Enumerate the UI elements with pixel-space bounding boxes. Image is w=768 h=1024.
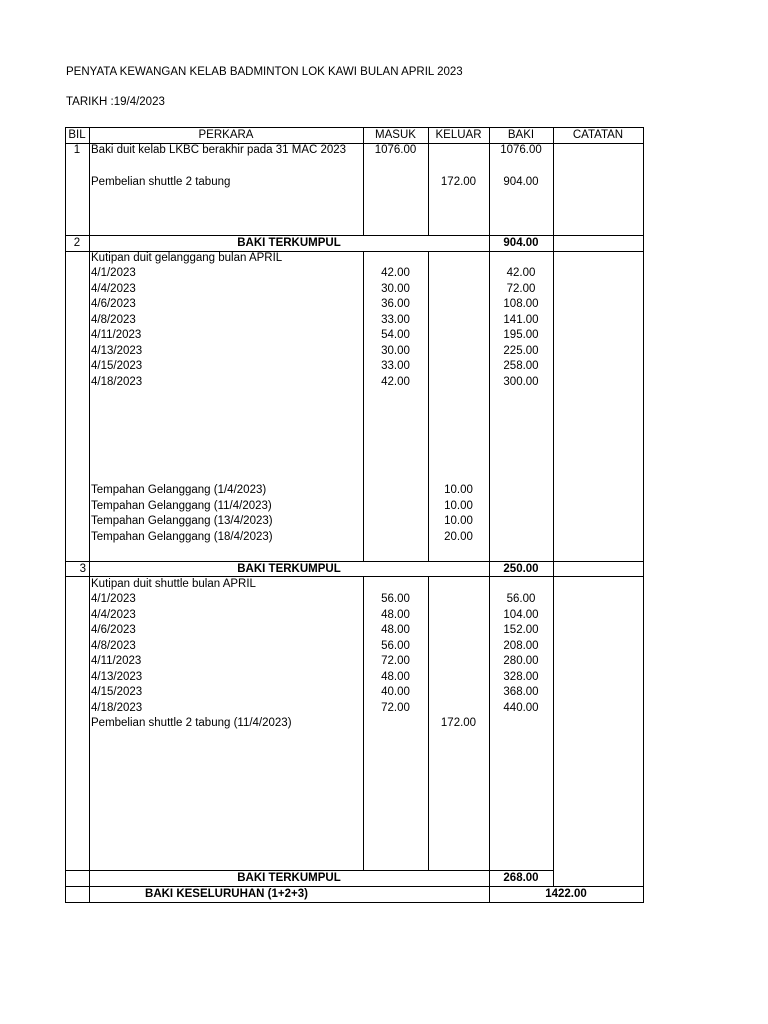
masuk-value: 72.00 [381, 655, 410, 667]
entry-date: 4/15/2023 [91, 686, 143, 698]
subtotal-label: BAKI TERKUMPUL [237, 872, 341, 884]
keluar-value: 172.00 [440, 176, 477, 188]
keluar-value: 10.00 [444, 515, 473, 527]
keluar-value: 10.00 [444, 484, 473, 496]
masuk-value: 1076.00 [374, 144, 417, 156]
section-title: Kutipan duit shuttle bulan APRIL [91, 578, 256, 590]
row-number: 1 [73, 144, 81, 156]
header-masuk: MASUK [375, 129, 416, 141]
masuk-value: 33.00 [381, 360, 410, 372]
entry-date: 4/4/2023 [91, 282, 136, 295]
keluar-value: 10.00 [444, 499, 473, 512]
baki-value: 208.00 [503, 639, 539, 652]
expense-description: Tempahan Gelanggang (18/4/2023) [91, 530, 273, 543]
keluar-value: 172.00 [440, 717, 477, 729]
baki-value: 141.00 [503, 313, 539, 326]
entry-date: 4/11/2023 [91, 655, 142, 667]
masuk-value: 42.00 [381, 267, 410, 279]
table-rule [65, 902, 644, 903]
baki-value: 195.00 [503, 329, 539, 341]
baki-value: 56.00 [506, 593, 536, 605]
masuk-value: 48.00 [381, 608, 410, 621]
table-rule [553, 127, 554, 887]
grand-total-value: 1422.00 [545, 888, 587, 900]
expense-description: Tempahan Gelanggang (11/4/2023) [91, 499, 272, 512]
entry-date: 4/11/2023 [91, 329, 142, 341]
document-date: TARIKH :19/4/2023 [66, 96, 165, 108]
baki-value: 1076.00 [500, 144, 542, 156]
subtotal-value: 250.00 [503, 563, 539, 575]
entry-date: 4/8/2023 [91, 639, 136, 652]
section-title: Kutipan duit gelanggang bulan APRIL [91, 252, 283, 264]
header-keluar: KELUAR [435, 129, 482, 141]
baki-value: 108.00 [503, 298, 539, 310]
masuk-value: 54.00 [381, 329, 410, 341]
expense-description: Tempahan Gelanggang (13/4/2023) [91, 515, 273, 527]
subtotal-label: BAKI TERKUMPUL [237, 237, 341, 249]
keluar-value: 20.00 [444, 530, 473, 543]
masuk-value: 40.00 [381, 686, 410, 698]
item-description: Baki duit kelab LKBC berakhir pada 31 MAC 2023 [91, 144, 347, 156]
masuk-value: 48.00 [381, 670, 410, 683]
row-number: 3 [79, 563, 86, 575]
header-baki: BAKI [507, 129, 535, 141]
subtotal-label: BAKI TERKUMPUL [237, 563, 341, 575]
entry-date: 4/1/2023 [91, 267, 136, 279]
masuk-value: 72.00 [381, 701, 410, 714]
entry-date: 4/13/2023 [91, 670, 143, 683]
entry-date: 4/8/2023 [91, 313, 136, 326]
baki-value: 904.00 [503, 176, 539, 188]
masuk-value: 36.00 [381, 298, 410, 310]
baki-value: 72.00 [506, 282, 536, 295]
masuk-value: 48.00 [381, 624, 410, 636]
header-bil: BIL [68, 129, 86, 141]
entry-date: 4/18/2023 [91, 701, 143, 714]
baki-value: 152.00 [503, 624, 539, 636]
baki-value: 104.00 [503, 608, 539, 621]
document-title: PENYATA KEWANGAN KELAB BADMINTON LOK KAWI BULAN APRIL 2023 [66, 66, 463, 78]
baki-value: 258.00 [503, 360, 539, 372]
subtotal-value: 904.00 [503, 237, 539, 249]
grand-total-label: BAKI KESELURUHAN (1+2+3) [145, 888, 308, 900]
baki-value: 225.00 [503, 344, 539, 357]
table-rule [643, 127, 644, 903]
entry-date: 4/6/2023 [91, 298, 136, 310]
entry-date: 4/15/2023 [91, 360, 143, 372]
baki-value: 440.00 [503, 701, 539, 714]
baki-value: 280.00 [503, 655, 539, 667]
entry-date: 4/1/2023 [91, 593, 136, 605]
baki-value: 368.00 [503, 686, 539, 698]
entry-date: 4/13/2023 [91, 344, 143, 357]
masuk-value: 33.00 [381, 313, 410, 326]
row-number: 2 [73, 237, 81, 249]
baki-value: 42.00 [506, 267, 536, 279]
subtotal-value: 268.00 [503, 872, 539, 884]
masuk-value: 30.00 [381, 282, 410, 295]
header-perkara: PERKARA [198, 129, 254, 141]
masuk-value: 42.00 [381, 375, 410, 388]
header-catatan: CATATAN [572, 129, 624, 141]
entry-date: 4/18/2023 [91, 375, 143, 388]
masuk-value: 56.00 [381, 639, 410, 652]
entry-date: 4/4/2023 [91, 608, 136, 621]
masuk-value: 30.00 [381, 344, 410, 357]
baki-value: 300.00 [503, 375, 539, 388]
entry-date: 4/6/2023 [91, 624, 136, 636]
expense-description: Tempahan Gelanggang (1/4/2023) [91, 484, 267, 496]
masuk-value: 56.00 [381, 593, 410, 605]
baki-value: 328.00 [503, 670, 539, 683]
item-description: Pembelian shuttle 2 tabung [91, 176, 231, 188]
expense-description: Pembelian shuttle 2 tabung (11/4/2023) [91, 717, 292, 729]
